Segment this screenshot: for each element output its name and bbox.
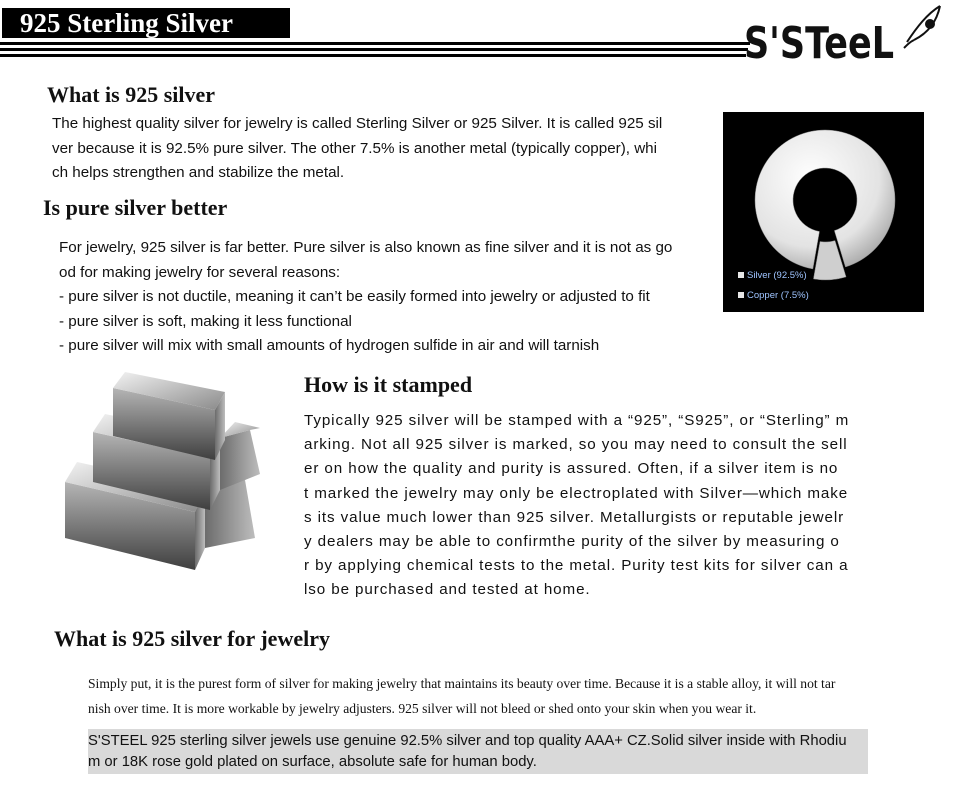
silver-bars-image <box>55 370 270 575</box>
section-pure-silver-body <box>59 236 719 359</box>
list-item: - pure silver will mix with small amounts of hydrogen sulfide in air and will tarnish <box>59 337 600 354</box>
silver-bar <box>220 422 260 490</box>
list-item: - pure silver is not ductile, meaning it can’t be easily formed into jewelry or adjusted to fit <box>59 288 650 305</box>
section-for-jewelry-body <box>88 671 888 721</box>
header-rule-3 <box>0 54 746 57</box>
logo-text: S'STeeL <box>744 18 894 62</box>
body-line: er on how the quality and purity is assured. Often, if a silver item is no <box>304 460 839 478</box>
legend-label: Silver (92.5%) <box>747 270 807 281</box>
body-line: t marked the jewelry may only be electroplated with Silver—which make <box>304 484 849 502</box>
body-line: For jewelry, 925 silver is far better. Pure silver is also known as fine silver and it is not as go <box>59 239 673 256</box>
header-rule-1 <box>0 42 750 45</box>
legend-swatch <box>738 272 744 278</box>
body-line: Typically 925 silver will be stamped with a “925”, “S925”, or “Sterling” m <box>304 412 850 429</box>
body-line: ch helps strengthen and stabilize the metal. <box>52 164 345 181</box>
sstel-logo <box>742 2 947 62</box>
section-heading-what-is: What is 925 silver <box>47 82 216 107</box>
body-line: s its value much lower than 925 silver. Metallurgists or reputable jewelr <box>304 508 845 526</box>
body-line: ver because it is 92.5% pure silver. The other 7.5% is another metal (typically copper), whi <box>52 139 657 157</box>
section-heading-pure-silver: Is pure silver better <box>43 195 228 220</box>
body-line: arking. Not all 925 silver is marked, so you may need to consult the sell <box>304 436 848 454</box>
legend-swatch <box>738 292 744 298</box>
body-line: The highest quality silver for jewelry is called Sterling Silver or 925 Silver. It is called 925 sil <box>52 115 663 132</box>
body-line: y dealers may be able to confirmthe purity of the silver by measuring o <box>304 533 840 551</box>
highlight-line: m or 18K rose gold plated on surface, absolute safe for human body. <box>88 754 537 770</box>
highlight-line: S'STEEL 925 sterling silver jewels use genuine 92.5% silver and top quality AAA+ CZ.Solid silver inside with Rhodiu <box>88 733 847 749</box>
body-line: Simply put, it is the purest form of silver for making jewelry that maintains its beauty over time. Because it is a stable alloy, it will not tar <box>88 676 836 691</box>
section-heading-for-jewelry: What is 925 silver for jewelry <box>54 626 330 651</box>
section-heading-stamped: How is it stamped <box>304 372 473 397</box>
body-line: nish over time. It is more workable by jewelry adjusters. 925 silver will not bleed or shed onto your skin when you wear it. <box>88 701 757 716</box>
silver-copper-pie-chart <box>723 112 924 312</box>
page-title: 925 Sterling Silver <box>20 8 233 38</box>
list-item: - pure silver is soft, making it less functional <box>59 312 352 330</box>
header-rule-2 <box>0 48 748 51</box>
body-line: od for making jewelry for several reasons: <box>59 263 341 281</box>
quill-icon <box>904 6 940 48</box>
section-stamped-body <box>304 409 904 603</box>
body-line: r by applying chemical tests to the metal. Purity test kits for silver can a <box>304 557 849 575</box>
page-title-banner <box>2 8 290 38</box>
section-what-is-body <box>52 112 712 186</box>
body-line: lso be purchased and tested at home. <box>304 581 591 599</box>
sstel-highlight-note <box>88 729 868 774</box>
legend-label: Copper (7.5%) <box>747 290 809 301</box>
